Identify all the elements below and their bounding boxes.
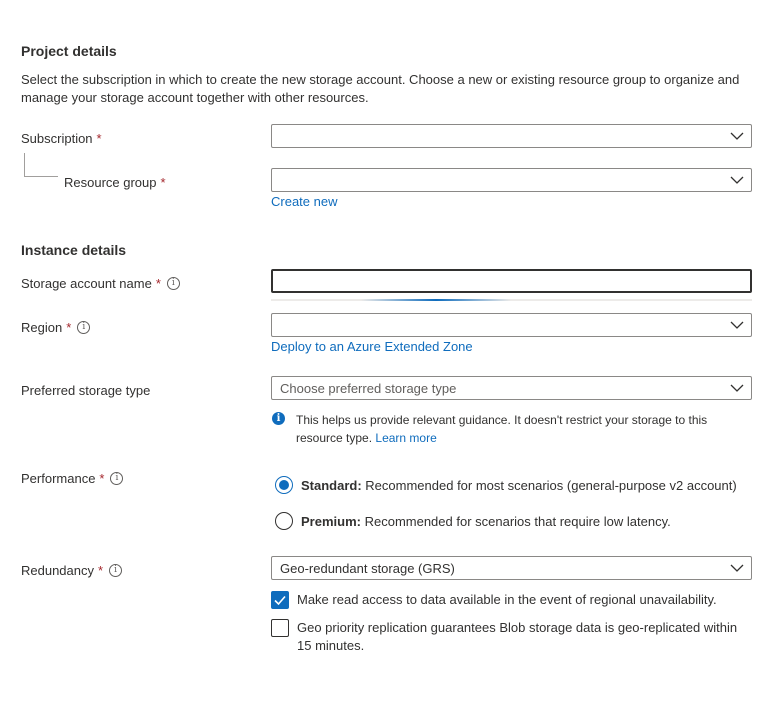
chevron-down-icon bbox=[730, 175, 744, 185]
tree-connector-horizontal bbox=[24, 176, 58, 177]
geo-priority-checkbox[interactable] bbox=[271, 619, 289, 637]
required-asterisk: * bbox=[99, 471, 105, 486]
project-details-heading: Project details bbox=[21, 43, 117, 59]
read-access-text: Make read access to data available in the event of regional unavailability. bbox=[297, 592, 717, 607]
resource-group-label bbox=[64, 175, 166, 190]
geo-priority-text: Geo priority replication guarantees Blob storage data is geo-replicated within 15 minutes. bbox=[297, 620, 738, 653]
storage-account-name-input[interactable] bbox=[271, 269, 752, 293]
chevron-down-icon bbox=[730, 131, 744, 141]
premium-option-text bbox=[301, 514, 671, 529]
required-asterisk: * bbox=[160, 175, 166, 190]
preferred-storage-type-label-text: Preferred storage type bbox=[21, 383, 151, 398]
redundancy-label bbox=[21, 563, 122, 578]
storage-account-name-label-text: Storage account name bbox=[21, 276, 152, 291]
info-icon[interactable]: i bbox=[109, 564, 122, 577]
radio-standard[interactable] bbox=[275, 476, 293, 494]
region-label-text: Region bbox=[21, 320, 63, 335]
storage-account-name-label bbox=[21, 276, 180, 291]
preferred-storage-type-dropdown[interactable] bbox=[271, 376, 752, 400]
performance-label bbox=[21, 471, 123, 486]
preferred-storage-type-info bbox=[296, 411, 736, 447]
checkmark-icon bbox=[272, 592, 288, 608]
chevron-down-icon bbox=[730, 383, 744, 393]
standard-title: Standard: bbox=[301, 478, 362, 493]
chevron-down-icon bbox=[730, 563, 744, 573]
read-access-checkbox[interactable] bbox=[271, 591, 289, 609]
subscription-label-text: Subscription bbox=[21, 131, 93, 146]
info-filled-icon: i bbox=[272, 412, 285, 425]
performance-option-premium[interactable] bbox=[275, 512, 755, 532]
resource-group-dropdown[interactable] bbox=[271, 168, 752, 192]
region-dropdown[interactable] bbox=[271, 313, 752, 337]
premium-title: Premium: bbox=[301, 514, 361, 529]
required-asterisk: * bbox=[155, 276, 161, 291]
preferred-storage-type-label bbox=[21, 383, 150, 398]
learn-more-link[interactable]: Learn more bbox=[375, 431, 437, 445]
info-icon[interactable]: i bbox=[110, 472, 123, 485]
performance-option-standard[interactable] bbox=[275, 476, 755, 496]
required-asterisk: * bbox=[96, 131, 102, 146]
subscription-label bbox=[21, 131, 102, 146]
tree-connector-vertical bbox=[24, 153, 25, 177]
instance-details-heading: Instance details bbox=[21, 242, 127, 258]
project-details-description: Select the subscription in which to create the new storage account. Choose a new or existing resource group to organize and manage your storage account together with other resources. bbox=[21, 72, 740, 105]
progress-indicator bbox=[361, 299, 511, 301]
subscription-dropdown[interactable] bbox=[271, 124, 752, 148]
performance-label-text: Performance bbox=[21, 471, 96, 486]
redundancy-label-text: Redundancy bbox=[21, 563, 94, 578]
extended-zone-link[interactable]: Deploy to an Azure Extended Zone bbox=[271, 339, 473, 354]
info-text: This helps us provide relevant guidance. It doesn't restrict your storage to this resource type. bbox=[296, 413, 708, 445]
create-new-link[interactable]: Create new bbox=[271, 194, 338, 209]
premium-description: Recommended for scenarios that require low latency. bbox=[364, 514, 671, 529]
preferred-storage-type-placeholder: Choose preferred storage type bbox=[280, 380, 457, 396]
info-icon[interactable]: i bbox=[77, 321, 90, 334]
required-asterisk: * bbox=[98, 563, 104, 578]
chevron-down-icon bbox=[730, 320, 744, 330]
redundancy-value: Geo-redundant storage (GRS) bbox=[280, 560, 455, 576]
required-asterisk: * bbox=[66, 320, 72, 335]
standard-option-text bbox=[301, 478, 737, 493]
validation-progress-bar bbox=[271, 299, 752, 301]
radio-premium[interactable] bbox=[275, 512, 293, 530]
redundancy-dropdown[interactable] bbox=[271, 556, 752, 580]
info-icon[interactable]: i bbox=[167, 277, 180, 290]
standard-description: Recommended for most scenarios (general-purpose v2 account) bbox=[365, 478, 737, 493]
region-label bbox=[21, 320, 90, 335]
resource-group-label-text: Resource group bbox=[64, 175, 157, 190]
